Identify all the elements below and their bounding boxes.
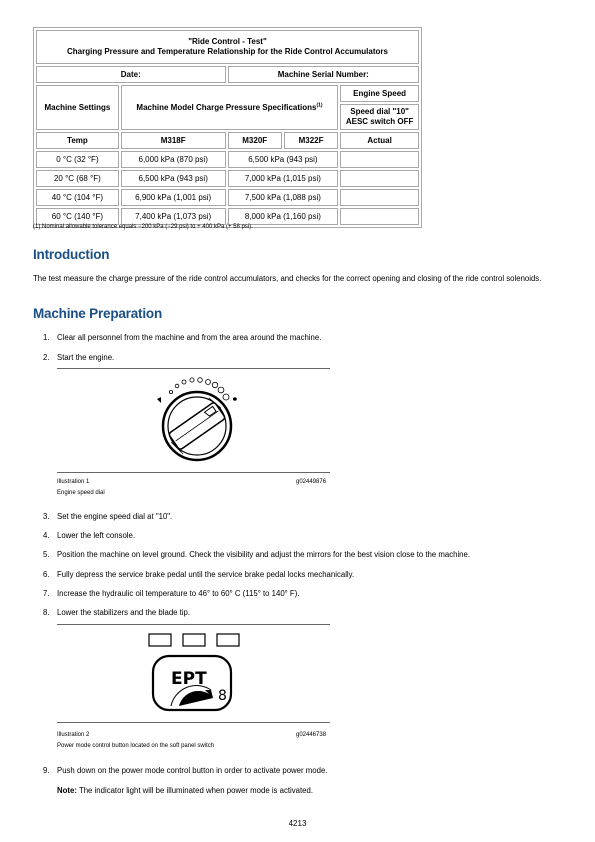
- step-number: 3.: [43, 512, 50, 521]
- actual-cell: [340, 189, 419, 206]
- speed-dial-line1: Speed dial "10": [350, 107, 409, 116]
- note: [57, 786, 313, 795]
- engine-speed-cell: Engine Speed: [340, 85, 419, 102]
- figure-bottom-rule: [57, 472, 330, 473]
- m320f-m322f-cell: 7,500 kPa (1,088 psi): [228, 189, 339, 206]
- list-item: [43, 512, 553, 522]
- introduction-heading: Introduction: [33, 247, 110, 262]
- footnote-text: Nominal allowable tolerance equals −200 kPa (−29 psi) to + 400 kPa (+ 58 psi).: [42, 224, 253, 230]
- illustration-code: g02449876: [296, 479, 327, 485]
- step-text: Start the engine.: [57, 353, 115, 362]
- note-text: The indicator light will be illuminated when power mode is activated.: [76, 786, 313, 795]
- table-row: [36, 170, 419, 187]
- header-m320f: M320F: [228, 132, 282, 149]
- step-text: Push down on the power mode control button in order to activate power mode.: [57, 766, 328, 775]
- step-number: 1.: [43, 333, 50, 342]
- model-spec-footnote-ref: (1): [316, 101, 323, 108]
- step-text: Increase the hydraulic oil temperature to 46° to 60° C (115° to 140° F).: [57, 589, 300, 598]
- step-number: 4.: [43, 531, 50, 540]
- list-item: [43, 766, 553, 776]
- table-title-line1: "Ride Control - Test": [188, 36, 267, 46]
- model-spec-cell: [121, 85, 338, 130]
- temp-cell: 20 °C (68 °F): [36, 170, 119, 187]
- figure-top-rule: [57, 368, 330, 369]
- list-item: [43, 589, 553, 599]
- illustration-caption: Engine speed dial: [57, 490, 105, 496]
- ept-digit: 8: [218, 688, 227, 704]
- temp-cell: 60 °C (140 °F): [36, 208, 119, 225]
- step-text: Position the machine on level ground. Check the visibility and adjust the mirrors for the best vision close to the machine.: [57, 550, 471, 559]
- machine-settings-cell: Machine Settings: [36, 85, 119, 130]
- list-item: [43, 608, 553, 618]
- illustration-caption: Power mode control button located on the soft panel switch: [57, 743, 215, 749]
- m318f-cell: 7,400 kPa (1,073 psi): [121, 208, 226, 225]
- actual-cell: [340, 151, 419, 168]
- illustration-1: [57, 368, 330, 503]
- step-text: Fully depress the service brake pedal until the service brake pedal locks mechanically.: [57, 570, 355, 579]
- header-m318f: M318F: [121, 132, 226, 149]
- header-m322f: M322F: [284, 132, 338, 149]
- charge-pressure-table: [33, 27, 422, 228]
- ept-label: EPT: [171, 669, 207, 689]
- footnote-mark: (1): [33, 224, 41, 230]
- step-number: 8.: [43, 608, 50, 617]
- step-text: Lower the stabilizers and the blade tip.: [57, 608, 191, 617]
- note-label: Note:: [57, 786, 77, 795]
- illustration-2: [57, 624, 330, 756]
- figure-bottom-rule: [57, 722, 330, 723]
- temp-cell: 0 °C (32 °F): [36, 151, 119, 168]
- list-item: [43, 353, 553, 363]
- list-item: [43, 531, 553, 541]
- m320f-m322f-cell: 8,000 kPa (1,160 psi): [228, 208, 339, 225]
- temp-cell: 40 °C (104 °F): [36, 189, 119, 206]
- step-number: 6.: [43, 570, 50, 579]
- speed-dial-line2: AESC switch OFF: [345, 117, 414, 126]
- step-text: Lower the left console.: [57, 531, 136, 540]
- column-header-row: [36, 132, 419, 149]
- table-title: [36, 30, 419, 64]
- m320f-m322f-cell: 7,000 kPa (1,015 psi): [228, 170, 339, 187]
- step-text: Set the engine speed dial at "10".: [57, 512, 173, 521]
- table-title-line2: Charging Pressure and Temperature Relationship for the Ride Control Accumulators: [67, 46, 388, 56]
- step-text: Clear all personnel from the machine and from the area around the machine.: [57, 333, 322, 342]
- engine-speed-dial-icon: [147, 372, 243, 468]
- page-number: 4213: [288, 819, 307, 828]
- m318f-cell: 6,900 kPa (1,001 psi): [121, 189, 226, 206]
- actual-cell: [340, 170, 419, 187]
- m320f-m322f-cell: 6,500 kPa (943 psi): [228, 151, 339, 168]
- illustration-code: g02446738: [296, 732, 327, 738]
- model-spec-label: Machine Model Charge Pressure Specifications: [136, 102, 317, 112]
- table-row: [36, 151, 419, 168]
- m318f-cell: 6,500 kPa (943 psi): [121, 170, 226, 187]
- table-footnote: [33, 224, 253, 230]
- table-row: [36, 208, 419, 225]
- list-item: [43, 550, 553, 560]
- m318f-cell: 6,000 kPa (870 psi): [121, 151, 226, 168]
- list-item: [43, 570, 553, 580]
- date-cell: Date:: [36, 66, 226, 83]
- illustration-label: Illustration 2: [57, 732, 90, 738]
- header-actual: Actual: [340, 132, 419, 149]
- speed-dial-cell: [340, 104, 419, 130]
- step-number: 7.: [43, 589, 50, 598]
- step-number: 9.: [43, 766, 50, 775]
- list-item: [43, 333, 553, 343]
- step-number: 5.: [43, 550, 50, 559]
- serial-number-cell: Machine Serial Number:: [228, 66, 419, 83]
- machine-preparation-heading: Machine Preparation: [33, 306, 162, 321]
- introduction-text: The test measure the charge pressure of the ride control accumulators, and checks for the correct opening and closing of the ride control solenoids.: [33, 274, 542, 283]
- header-temp: Temp: [36, 132, 119, 149]
- illustration-label: Illustration 1: [57, 479, 90, 485]
- step-number: 2.: [43, 353, 50, 362]
- figure-top-rule: [57, 624, 330, 625]
- table-row: [36, 189, 419, 206]
- power-mode-button-icon: [145, 632, 245, 714]
- actual-cell: [340, 208, 419, 225]
